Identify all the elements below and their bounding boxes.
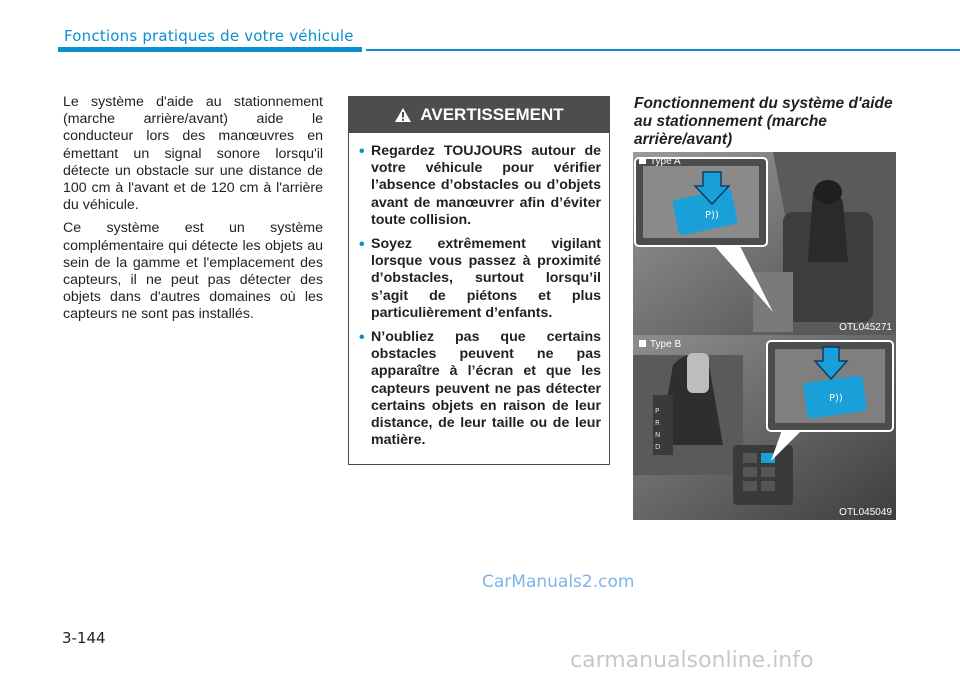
warning-item-text: N’oubliez pas que certains obstacles peuvent ne pas apparaître à l’écran et que les capteurs peuvent ne pas détecter certains objets en raison de leur distance, de leur taille ou de leur matière. xyxy=(371,329,601,449)
warning-item-text: Soyez extrêmement vigilant lorsque vous passez à proximité d’obstacles, surtout lorsqu’il s’agit de piétons et plus particulièrement d’enfants. xyxy=(371,236,601,321)
svg-text:P: P xyxy=(655,407,660,415)
page-number: 3-144 xyxy=(62,629,106,647)
warning-item xyxy=(359,236,601,322)
intro-paragraph-1: Le système d'aide au stationnement (marche arrière/avant) aide le conducteur lors des manœuvres en émettant un signal sonore lorsqu'il détecte un obstacle sur une distance de 100 cm à l'avant et de 120 cm à l'arrière du véhicule. xyxy=(63,94,323,214)
warning-box xyxy=(348,96,610,465)
header-title: Fonctions pratiques de votre véhicule xyxy=(64,27,354,45)
figure-type-label xyxy=(639,156,681,167)
figure-code: OTL045049 xyxy=(839,507,892,518)
warning-header xyxy=(349,97,609,133)
bullet-icon: • xyxy=(359,143,365,160)
warning-triangle-icon xyxy=(394,107,412,123)
warning-list xyxy=(349,133,609,449)
watermark-link[interactable]: CarManuals2.com xyxy=(482,572,635,592)
square-icon xyxy=(639,157,646,164)
square-icon xyxy=(639,340,646,347)
warning-item xyxy=(359,329,601,449)
intro-text xyxy=(63,94,323,330)
figure-type-text: Type B xyxy=(650,339,682,350)
svg-text:N: N xyxy=(655,431,661,439)
svg-text:P)): P)) xyxy=(829,393,843,404)
svg-text:R: R xyxy=(655,419,660,427)
console-photo-a xyxy=(633,152,896,335)
figure-type-a xyxy=(633,152,896,335)
warning-item-text: Regardez TOUJOURS autour de votre véhicule pour vérifier l’absence d’obstacles ou d’objets avant de manœuvrer afin d’éviter toute collision. xyxy=(371,143,601,228)
intro-paragraph-2: Ce système est un système complémentaire qui détecte les objets au sein de la gamme et l'emplacement des capteurs, il ne peut pas détecter des objets dans d'autres domaines où les capteurs ne sont pas installés. xyxy=(63,220,323,323)
svg-text:D: D xyxy=(655,443,661,451)
header-rule-thin xyxy=(366,49,960,51)
watermark-bottom: carmanualsonline.info xyxy=(570,648,814,673)
console-photo-b xyxy=(633,335,896,520)
svg-text:P)): P)) xyxy=(705,210,719,221)
warning-title: AVERTISSEMENT xyxy=(420,105,564,124)
figure-code: OTL045271 xyxy=(839,322,892,333)
header-rule xyxy=(58,47,362,52)
figure-type-text: Type A xyxy=(650,156,681,167)
section-title: Fonctionnement du système d'aide au stationnement (marche arrière/avant) xyxy=(634,95,893,148)
figure-type-b xyxy=(633,335,896,520)
bullet-icon: • xyxy=(359,329,365,347)
bullet-icon: • xyxy=(359,236,365,254)
warning-item xyxy=(359,143,601,229)
figure-type-label xyxy=(639,339,681,350)
